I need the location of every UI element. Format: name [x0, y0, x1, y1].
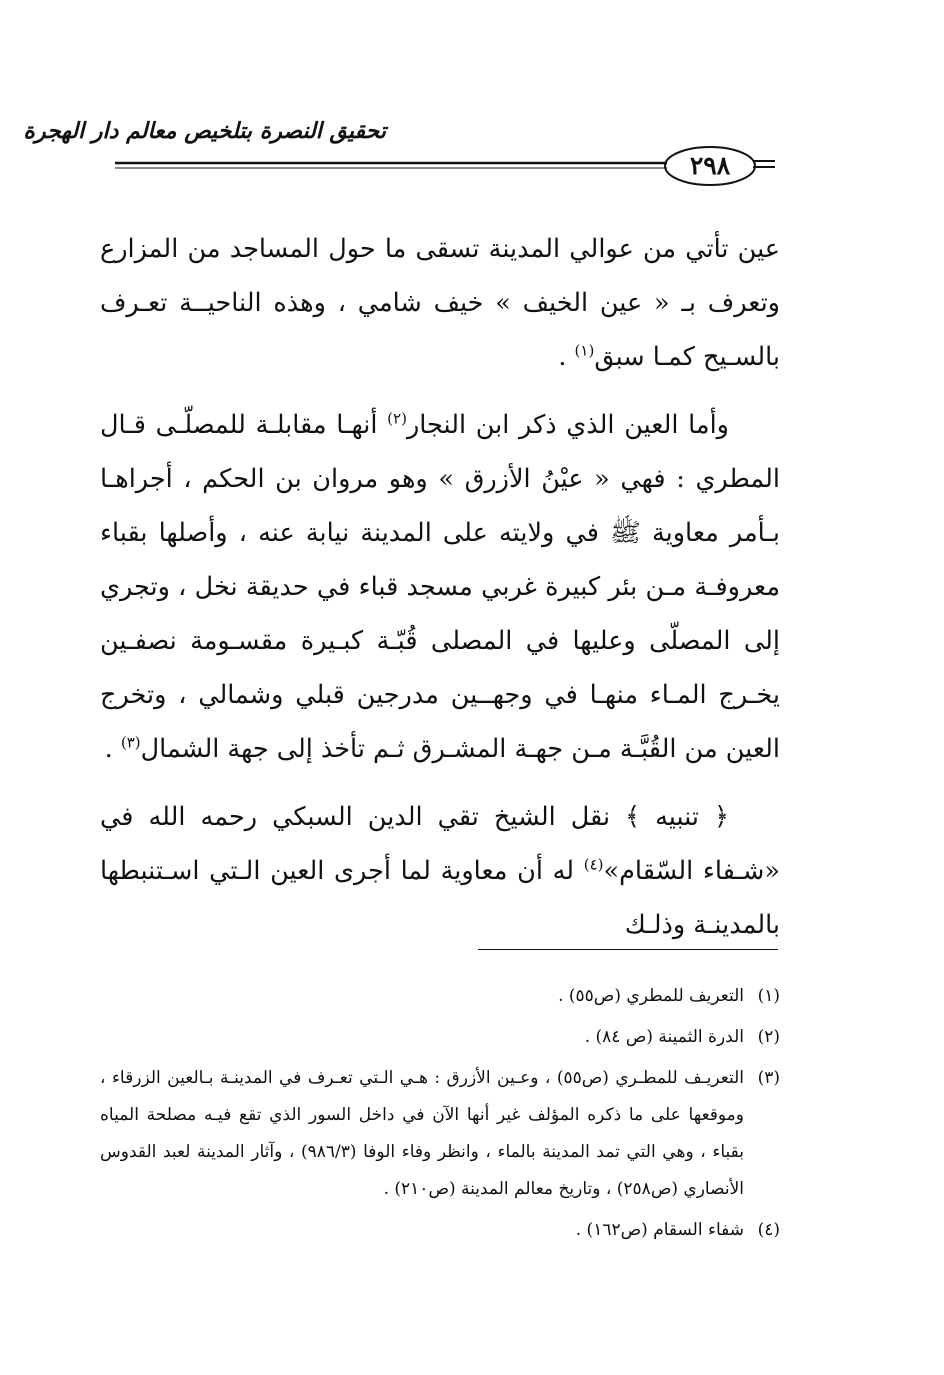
footnote-ref-2: (٢) [387, 409, 407, 428]
paragraph-2-text-b: أنهـا مقابلـة للمصلّـى قـال المطري : فهي « عيْنُ الأزرق » وهو مروان بن الحكم ، أجراهـا بـأمر معاوية ﷺ في ولايته على المدينة نيابة عنه ، وأصلها بقباء معروفـة مـن بئر كبيرة غربي مسجد قباء في حديقة نخل ، وتجري إلى المصلّى وعليها في المصلى قُبّـة كبـيرة مقسـومة نصفـين يخـرج المـاء منهـا في وجهــين مدرجين قبلي وشمالي ، وتخرج العين من القُبَّـة مـن جهـة المشـرق ثـم تأخذ إلى جهة الشمال [100, 410, 780, 764]
footnote-ref-4: (٤) [583, 855, 604, 874]
paragraph-3 [100, 790, 780, 952]
footnote-text: شفاء السقام (ص١٦٢) . [575, 1220, 744, 1240]
paragraph-2 [100, 398, 780, 776]
footnote-text: التعريف للمطري (ص٥٥) . [558, 986, 744, 1006]
footnote-4 [100, 1212, 780, 1249]
paragraph-1 [100, 222, 780, 384]
footnote-ref-1: (١) [574, 341, 595, 360]
footnote-text: التعريـف للمطـري (ص٥٥) ، وعـين الأزرق : هـي الـتي تعـرف في المدينـة بـالعين الزرقاء ، وموقعها على ما ذكره المؤلف غير أنها الآن في داخل السور الذي تقع فيـه مصلحة المياه بقباء ، وهي التي تمد المدينة بالماء ، وانظر وفاء الوفا (٩٨٦/٣) ، وآثار المدينة لعبد القدوس الأنصاري (ص٢٥٨) ، وتاريخ معالم المدينة (ص٢١٠) . [100, 1068, 744, 1199]
running-title: تحقيق النصرة بتلخيص معالم دار الهجرة [23, 118, 386, 144]
footnote-text: الدرة الثمينة (ص ٨٤) . [584, 1027, 744, 1047]
paragraph-3-text-a: ﴿ تنبيه ﴾ نقل الشيخ تقي الدين السبكي رحمه الله في «شـفاء السّقام» [100, 802, 780, 886]
footnote-number: (٢) [757, 1027, 780, 1047]
paragraph-1-end: . [558, 342, 575, 372]
footnote-ref-3: (٣) [120, 733, 141, 752]
footnote-separator [478, 949, 778, 950]
footnote-number: (١) [757, 986, 780, 1006]
footnote-number: (٣) [757, 1068, 780, 1088]
footnotes [100, 978, 780, 1253]
paragraph-2-text-a: وأما العين الذي ذكر ابن النجار [406, 410, 729, 440]
footnote-2 [100, 1019, 780, 1056]
paragraph-3-text-b: له أن معاوية لما أجرى العين الـتي اسـتنبطها بالمدينـة وذلـك [100, 856, 780, 940]
footnote-3 [100, 1060, 780, 1208]
footnote-number: (٤) [757, 1220, 780, 1240]
main-text [100, 222, 780, 966]
footnote-1 [100, 978, 780, 1015]
header-rule [115, 141, 875, 201]
paragraph-2-end: . [104, 734, 121, 764]
paragraph-1-text: عين تأتي من عوالي المدينة تسقى ما حول المساجد من المزارع وتعرف بـ « عين الخيف » خيف شامي ، وهذه الناحيــة تعـرف بالسـيح كمـا سبق [100, 234, 780, 372]
page-number: ٢٩٨ [689, 151, 731, 180]
